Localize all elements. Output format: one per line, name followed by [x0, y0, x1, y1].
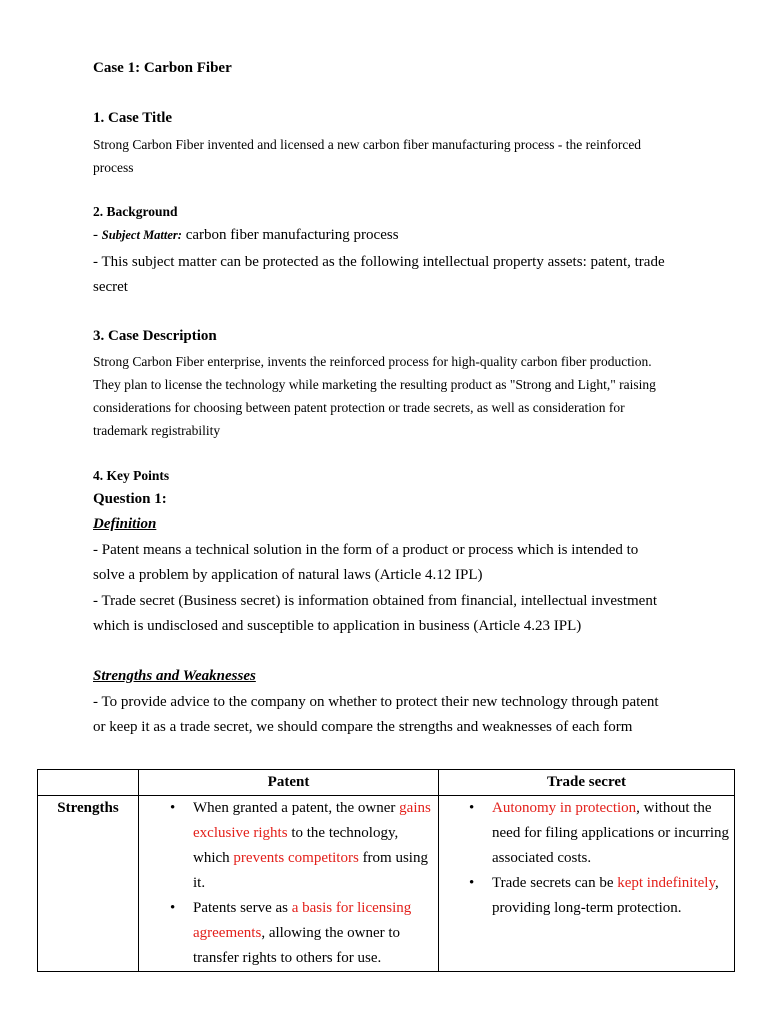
trade-secret-strengths-cell — [439, 796, 735, 972]
header-trade-secret: Trade secret — [439, 770, 735, 796]
patent-strength-2 — [193, 896, 434, 971]
text-span: , allowing the owner to transfer rights to others for use. — [193, 925, 401, 966]
header-patent: Patent — [139, 770, 439, 796]
text-span: Trade secrets can be — [492, 875, 618, 891]
definition-heading: Definition — [93, 516, 157, 532]
patent-strength-1 — [193, 796, 434, 896]
subject-matter-line — [93, 227, 399, 244]
row-label-strengths: Strengths — [38, 796, 139, 972]
definition-trade-secret: - Trade secret (Business secret) is information obtained from financial, intellectual investment which is undisclosed and susceptible to application in business (Article 4.23 IPL) — [93, 593, 658, 634]
section-1-text: Strong Carbon Fiber invented and licensed a new carbon fiber manufacturing process - the reinforced process — [93, 137, 642, 175]
text-span: Patents serve as — [193, 900, 292, 916]
section-2-heading: 2. Background — [93, 204, 178, 219]
section-3-text: Strong Carbon Fiber enterprise, invents the reinforced process for high-quality carbon fiber production. They plan to license the technology while marketing the resulting product as "Strong and Light," raising considerations for choosing between patent protection or trade secrets, as well as consideration for trademark registrability — [93, 354, 656, 438]
question-1-heading: Question 1: — [93, 491, 167, 507]
highlight-span: prevents competitors — [233, 850, 359, 866]
highlight-span: Autonomy in protection — [492, 800, 637, 816]
definition-patent: - Patent means a technical solution in the form of a product or process which is intended to solve a problem by application of natural laws (Article 4.12 IPL) — [93, 542, 639, 583]
table-row — [38, 796, 735, 972]
subject-matter-label: Subject Matter: — [101, 228, 182, 242]
highlight-span: kept indefinitely — [617, 875, 715, 891]
section-3-heading: 3. Case Description — [93, 328, 217, 344]
text-span: to the technology, which — [193, 825, 399, 866]
text-span: When granted a patent, the owner — [193, 800, 400, 816]
trade-secret-strength-2 — [492, 871, 730, 921]
text-span: , providing long-term protection. — [492, 875, 719, 916]
text-span: , without the need for filing applications or incurring associated costs. — [492, 800, 730, 866]
header-empty-cell — [38, 770, 139, 796]
section-2-text: - This subject matter can be protected as the following intellectual property assets: patent, trade secret — [93, 254, 665, 295]
comparison-table — [37, 769, 735, 972]
section-1-heading: 1. Case Title — [93, 110, 173, 126]
section-4-heading: 4. Key Points — [93, 468, 170, 483]
trade-secret-strength-1 — [492, 796, 730, 871]
patent-strengths-cell — [139, 796, 439, 972]
doc-title: Case 1: Carbon Fiber — [93, 60, 232, 76]
strengths-weaknesses-intro: - To provide advice to the company on whether to protect their new technology through patent or keep it as a trade secret, we should compare the strengths and weaknesses of each form — [93, 694, 659, 735]
strengths-weaknesses-heading: Strengths and Weaknesses — [93, 668, 256, 684]
highlight-span: a basis for licensing agreements — [193, 900, 412, 941]
subject-matter-prefix: - — [93, 227, 102, 243]
text-span: from using it. — [193, 850, 428, 891]
table-header-row — [38, 770, 735, 796]
highlight-span: gains exclusive rights — [193, 800, 431, 841]
subject-matter-value: carbon fiber manufacturing process — [181, 227, 399, 243]
